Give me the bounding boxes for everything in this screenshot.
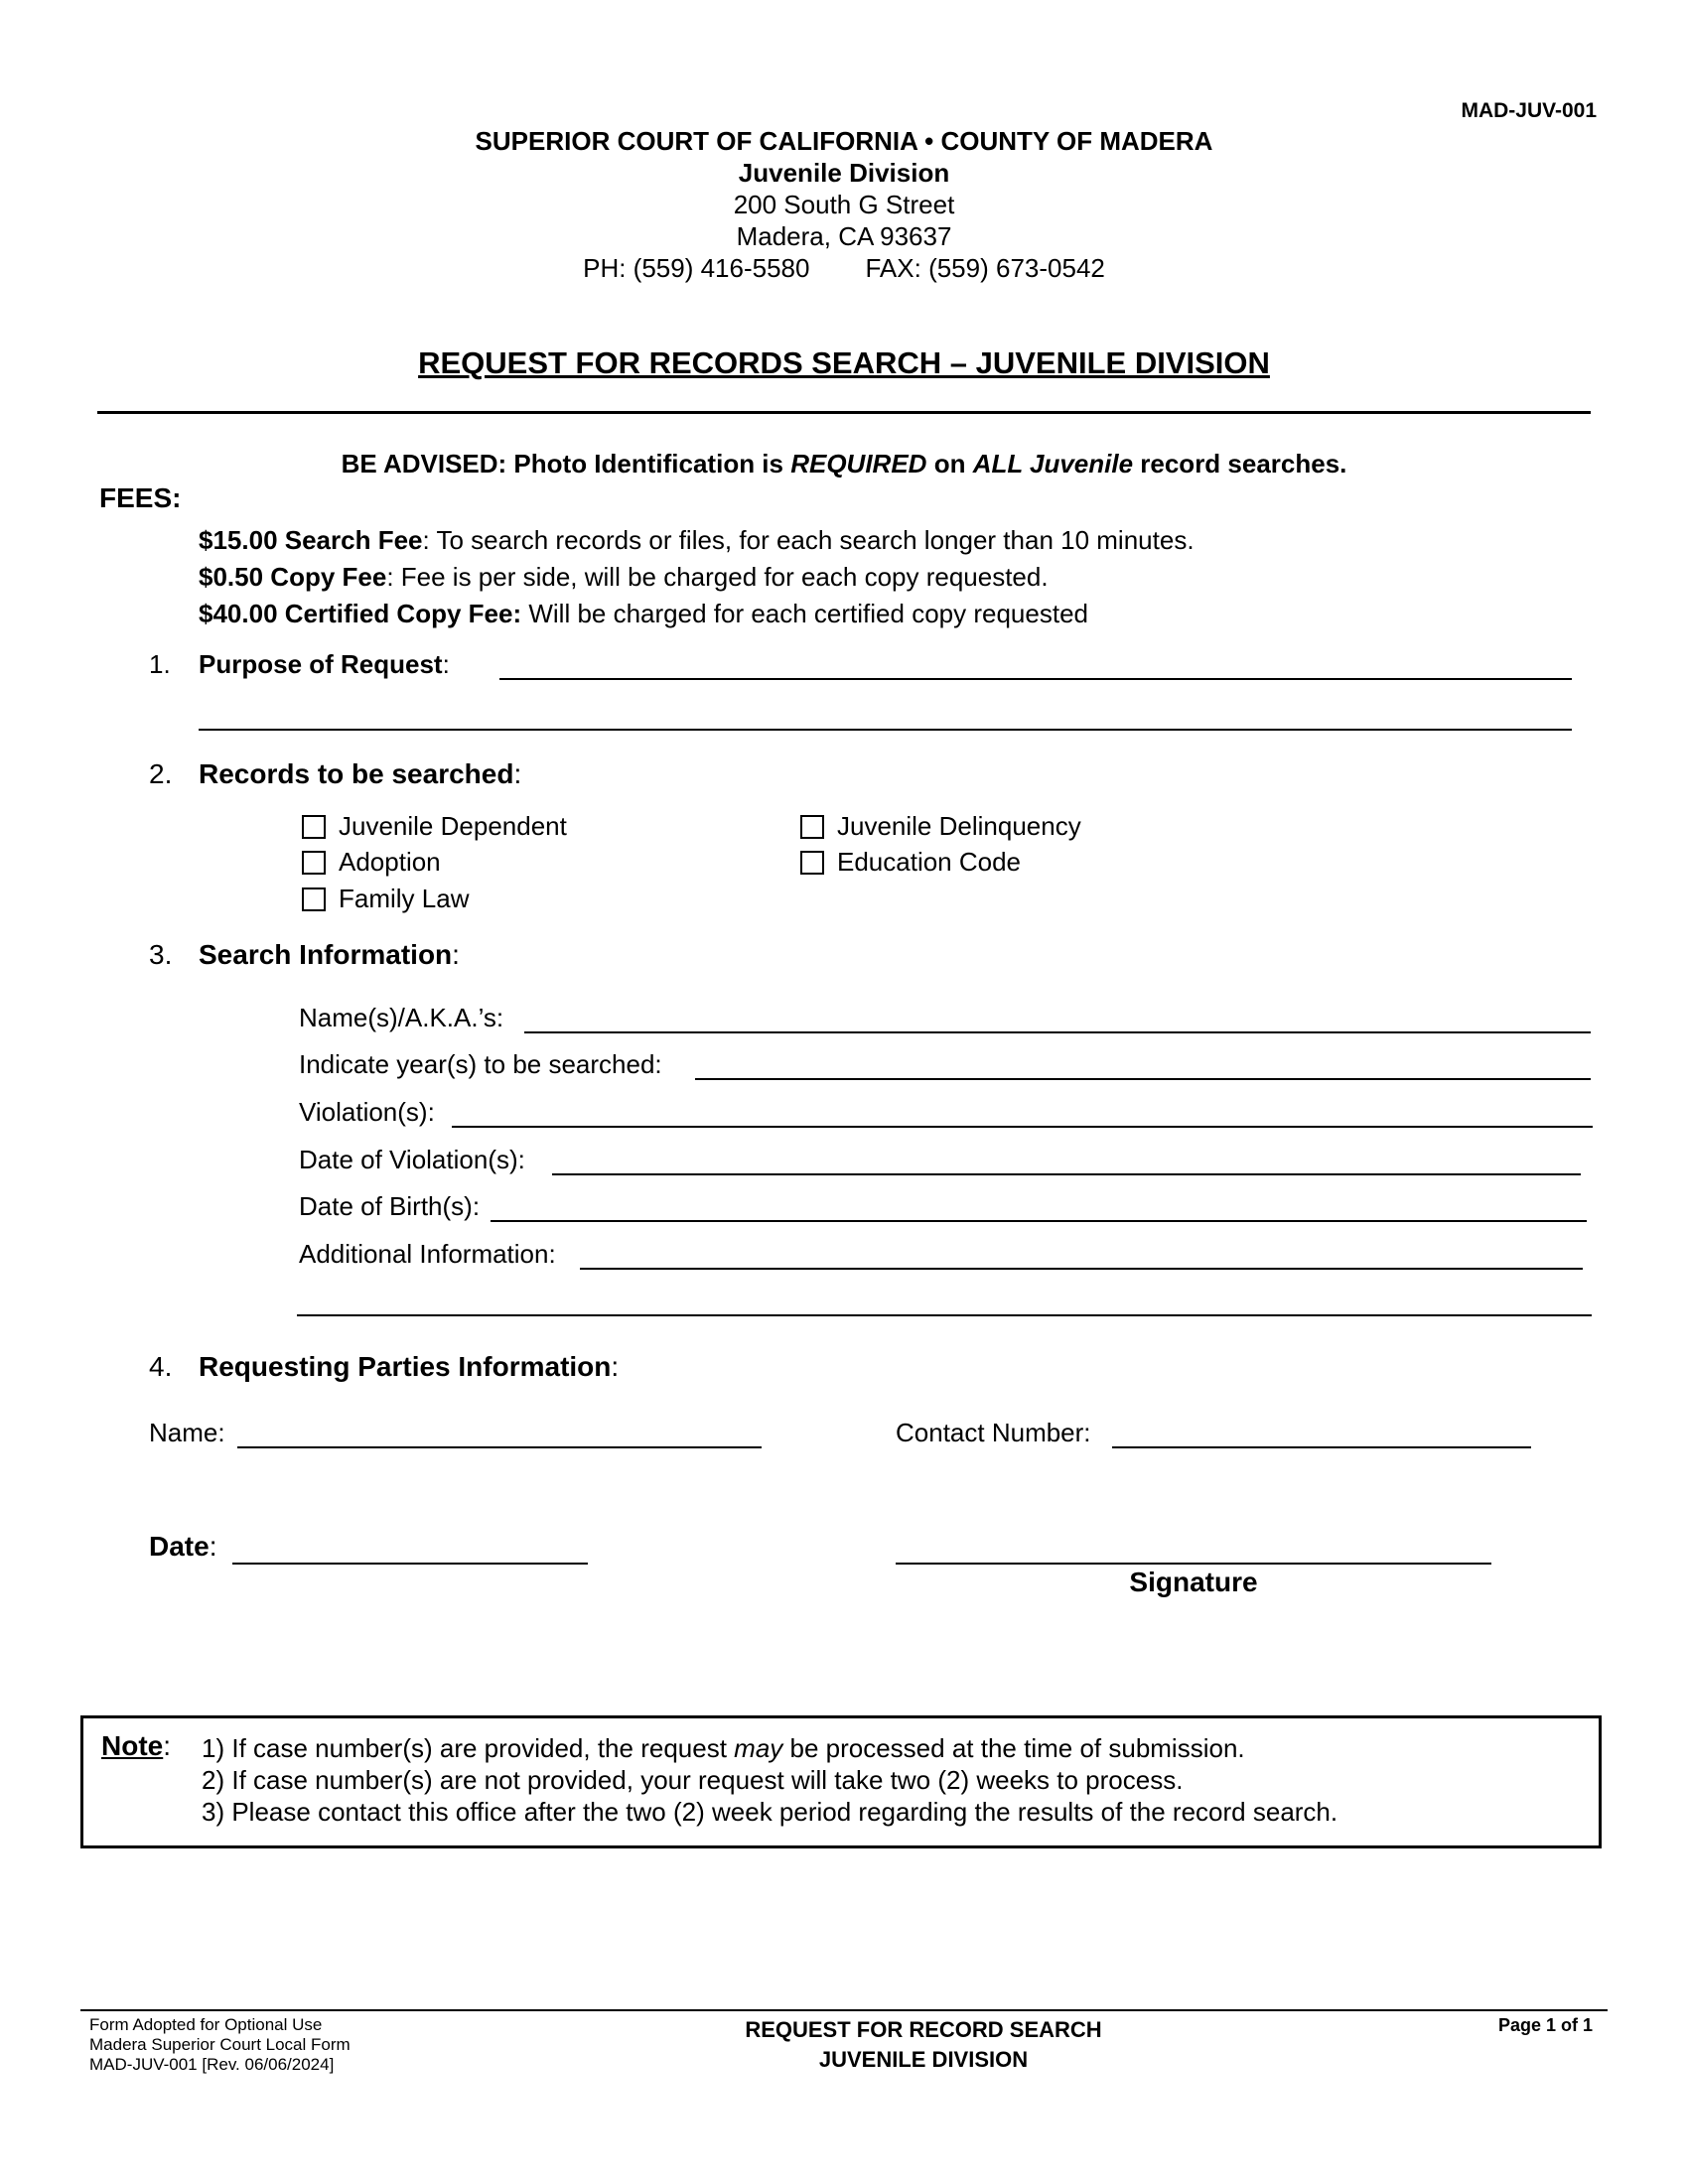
section-3-number: 3.	[149, 939, 173, 970]
note-item-3: 3) Please contact this office after the two (2) week period regarding the results of the record search.	[202, 1797, 1338, 1827]
fee-copy-sep: :	[386, 562, 394, 592]
section-1-heading	[199, 649, 450, 680]
fee-search-text: To search records or files, for each search longer than 10 minutes.	[429, 525, 1195, 555]
advisory-required: REQUIRED	[790, 449, 927, 478]
contact-number-input-line[interactable]	[1112, 1446, 1531, 1448]
advisory-text-2: on	[926, 449, 973, 478]
date-colon: :	[209, 1531, 217, 1562]
section-1-label: Purpose of Request	[199, 649, 443, 679]
names-input-line[interactable]	[524, 1031, 1591, 1033]
section-4-colon: :	[611, 1351, 620, 1382]
section-1-number: 1.	[149, 649, 171, 679]
footer-left	[89, 2015, 351, 2075]
requester-name-label: Name:	[149, 1418, 225, 1447]
checkbox-family-law[interactable]	[302, 887, 326, 911]
note-item-1-text-a: 1) If case number(s) are provided, the request	[202, 1733, 735, 1763]
division-name: Juvenile Division	[738, 158, 950, 188]
footer-rule	[80, 2009, 1608, 2011]
label-juvenile-delinquency: Juvenile Delinquency	[837, 811, 1081, 841]
fee-certified-text: Will be charged for each certified copy requested	[521, 599, 1088, 628]
fee-certified	[199, 596, 1195, 632]
section-2-number: 2.	[149, 758, 173, 789]
court-phone: PH: (559) 416-5580	[583, 253, 810, 283]
footer-adopted: Form Adopted for Optional Use	[89, 2015, 323, 2034]
court-name: SUPERIOR COURT OF CALIFORNIA • COUNTY OF MADERA	[475, 126, 1213, 156]
form-title: REQUEST FOR RECORDS SEARCH – JUVENILE DIVISION	[418, 345, 1270, 380]
label-family-law: Family Law	[339, 884, 470, 913]
section-2-colon: :	[513, 758, 522, 789]
footer-revision: MAD-JUV-001 [Rev. 06/06/2024]	[89, 2055, 335, 2074]
fees-list	[199, 522, 1195, 632]
checkbox-juvenile-dependent[interactable]	[302, 815, 326, 839]
fee-search	[199, 522, 1195, 559]
date-heading	[149, 1531, 216, 1563]
purpose-input-line-1[interactable]	[499, 678, 1572, 680]
signature-line[interactable]	[896, 1563, 1491, 1565]
label-adoption: Adoption	[339, 847, 441, 877]
note-heading	[101, 1730, 171, 1762]
additional-info-input-line-2[interactable]	[297, 1314, 1592, 1316]
note-label: Note	[101, 1730, 164, 1761]
note-item-1-text-b: be processed at the time of submission.	[782, 1733, 1245, 1763]
violation-dates-input-line[interactable]	[552, 1173, 1581, 1175]
date-label: Date	[149, 1531, 210, 1562]
section-3-colon: :	[452, 939, 460, 970]
note-item-2: 2) If case number(s) are not provided, your request will take two (2) weeks to process.	[202, 1765, 1184, 1795]
court-fax: FAX: (559) 673-0542	[865, 253, 1105, 283]
label-education-code: Education Code	[837, 847, 1022, 877]
note-colon: :	[163, 1730, 172, 1761]
fee-certified-label: $40.00 Certified Copy Fee:	[199, 599, 522, 628]
note-list	[202, 1732, 1337, 1828]
violations-label: Violation(s):	[299, 1097, 435, 1127]
years-input-line[interactable]	[695, 1078, 1591, 1080]
purpose-input-line-2[interactable]	[199, 729, 1572, 731]
section-1-colon: :	[442, 649, 450, 679]
court-contacts	[0, 252, 1688, 284]
footer-page-number: Page 1 of 1	[1497, 2015, 1593, 2035]
fee-search-sep: :	[422, 525, 430, 555]
title-rule	[97, 411, 1591, 414]
court-street: 200 South G Street	[733, 190, 955, 219]
fee-copy-label: $0.50 Copy Fee	[199, 562, 387, 592]
section-4-heading	[199, 1351, 619, 1383]
date-input-line[interactable]	[232, 1563, 588, 1565]
advisory-text-1: BE ADVISED: Photo Identification is	[341, 449, 791, 478]
photo-id-advisory	[0, 449, 1688, 479]
section-2-label: Records to be searched	[199, 758, 514, 789]
violation-dates-label: Date of Violation(s):	[299, 1145, 525, 1174]
form-id: MAD-JUV-001	[1461, 99, 1597, 122]
years-label: Indicate year(s) to be searched:	[299, 1049, 662, 1079]
additional-info-input-line-1[interactable]	[580, 1268, 1583, 1270]
fee-copy-text: Fee is per side, will be charged for each copy requested.	[393, 562, 1049, 592]
section-3-heading	[199, 939, 460, 971]
names-label: Name(s)/A.K.A.’s:	[299, 1003, 504, 1032]
dob-label: Date of Birth(s):	[299, 1191, 481, 1221]
requester-name-input-line[interactable]	[237, 1446, 762, 1448]
fee-copy	[199, 559, 1195, 596]
advisory-text-3: record searches.	[1133, 449, 1347, 478]
signature-label: Signature	[1129, 1567, 1258, 1597]
section-2-heading	[199, 758, 521, 790]
fees-heading: FEES:	[99, 482, 182, 513]
footer-local-form: Madera Superior Court Local Form	[89, 2035, 351, 2054]
advisory-all-juvenile: ALL Juvenile	[972, 449, 1134, 478]
footer-title-2: JUVENILE DIVISION	[818, 2047, 1029, 2072]
note-item-1	[202, 1732, 1337, 1764]
contact-number-label: Contact Number:	[896, 1418, 1091, 1447]
note-item-1-may: may	[734, 1733, 783, 1763]
checkbox-juvenile-delinquency[interactable]	[800, 815, 824, 839]
additional-info-label: Additional Information:	[299, 1239, 556, 1269]
court-city: Madera, CA 93637	[736, 221, 952, 251]
label-juvenile-dependent: Juvenile Dependent	[339, 811, 567, 841]
section-4-label: Requesting Parties Information	[199, 1351, 612, 1382]
dob-input-line[interactable]	[491, 1220, 1587, 1222]
footer-center	[655, 2015, 1192, 2075]
note-box	[80, 1715, 1602, 1848]
court-header	[0, 125, 1688, 284]
fee-search-label: $15.00 Search Fee	[199, 525, 423, 555]
violations-input-line[interactable]	[452, 1126, 1593, 1128]
checkbox-adoption[interactable]	[302, 851, 326, 875]
section-3-label: Search Information	[199, 939, 453, 970]
footer-title-1: REQUEST FOR RECORD SEARCH	[745, 2017, 1102, 2042]
section-4-number: 4.	[149, 1351, 173, 1382]
checkbox-education-code[interactable]	[800, 851, 824, 875]
